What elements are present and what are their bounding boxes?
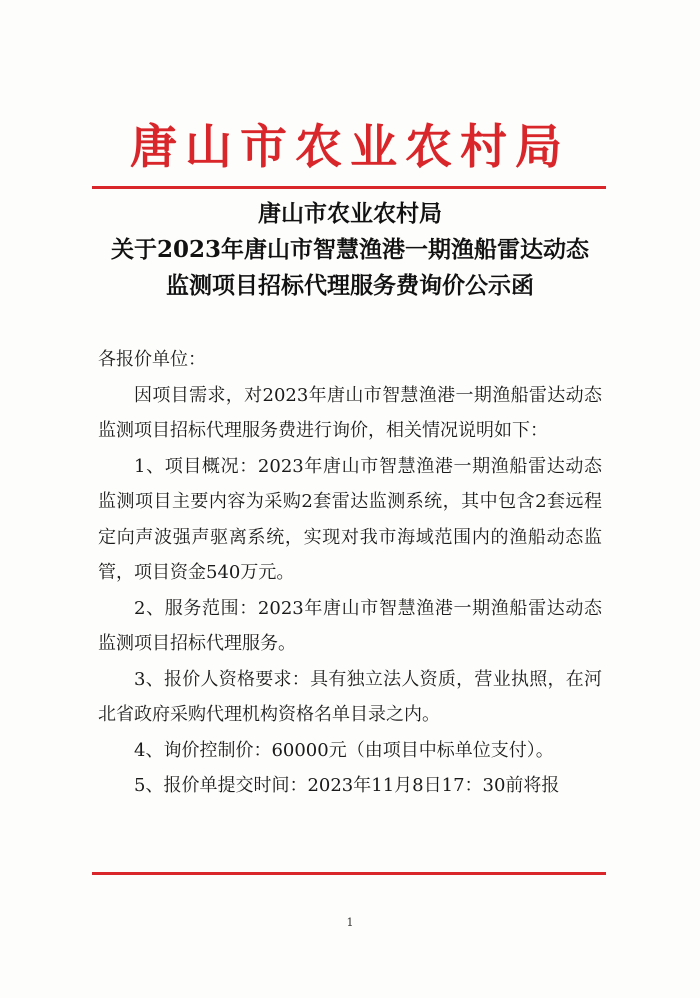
title-line-1: 唐山市农业农村局	[258, 200, 442, 227]
item-service-scope: 2、服务范围：2023年唐山市智慧渔港一期渔船雷达动态监测项目招标代理服务。	[98, 597, 602, 654]
page-number: 1	[346, 916, 354, 929]
footer-red-divider	[92, 872, 606, 875]
intro-paragraph: 因项目需求，对2023年唐山市智慧渔港一期渔船雷达动态监测项目招标代理服务费进行询价，相关情况说明如下：	[98, 384, 602, 441]
organization-letterhead: 唐山市农业农村局	[130, 120, 570, 175]
item-control-price: 4、询价控制价：60000元（由项目中标单位支付）。	[134, 739, 554, 761]
item-qualification: 3、报价人资格要求：具有独立法人资质，营业执照，在河北省政府采购代理机构资格名单目录之内。	[98, 668, 602, 725]
item-submission-time: 5、报价单提交时间：2023年11月8日17：30前将报	[134, 775, 560, 796]
document-body	[98, 342, 602, 804]
item-project-overview: 1、项目概况：2023年唐山市智慧渔港一期渔船雷达动态监测项目主要内容为采购2套雷达监测系统，其中包含2套远程定向声波强声驱离系统，实现对我市海域范围内的渔船动态监管，项目资金540万元。	[98, 455, 602, 583]
document-title	[60, 196, 640, 304]
title-line-2: 关于2023年唐山市智慧渔港一期渔船雷达动态	[110, 236, 589, 263]
salutation: 各报价单位：	[98, 349, 206, 370]
letterhead-red-divider	[92, 186, 606, 189]
title-line-3: 监测项目招标代理服务费询价公示函	[166, 272, 534, 299]
